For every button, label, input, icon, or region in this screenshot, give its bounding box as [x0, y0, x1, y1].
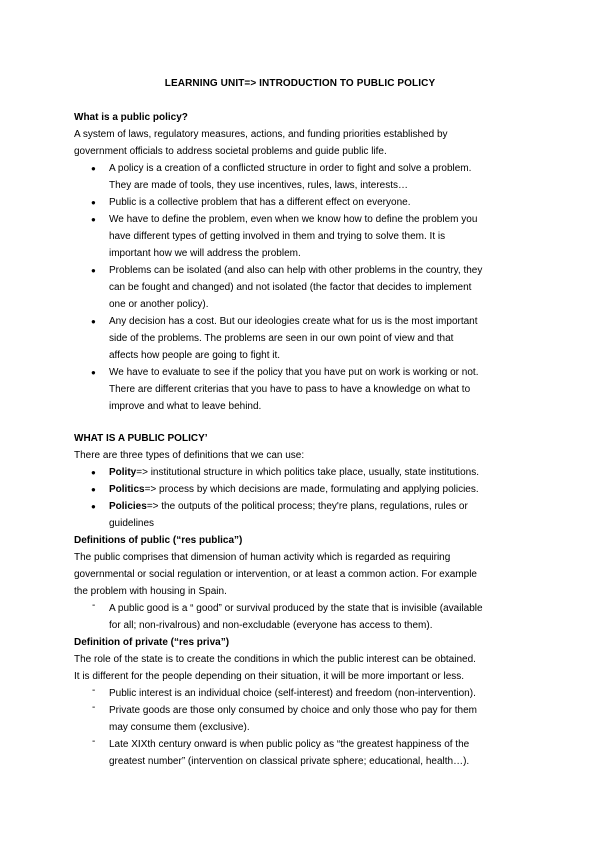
definition-text: => the outputs of the political process; they're plans, regulations, rules or: [146, 501, 468, 512]
list-item: We have to evaluate to see if the policy that you have put on work is working or not.: [109, 367, 479, 378]
paragraph-line: A system of laws, regulatory measures, actions, and funding priorities established by: [74, 129, 448, 140]
page-title: LEARNING UNIT=> INTRODUCTION TO PUBLIC POLICY: [164, 78, 436, 89]
definition-item-continued: guidelines: [109, 518, 155, 529]
paragraph-line: governmental or social regulation or intervention, or at least a common action. For example: [74, 569, 477, 580]
section-heading: WHAT IS A PUBLIC POLICY’: [74, 433, 208, 444]
bullet-icon: ●: [91, 468, 96, 477]
section-heading: What is a public policy?: [74, 112, 188, 123]
list-item: side of the problems. The problems are seen in our own point of view and that: [109, 333, 454, 344]
definition-text: => institutional structure in which politics take place, usually, state institutions.: [136, 467, 479, 478]
definition-text: => process by which decisions are made, formulating and applying policies.: [144, 484, 479, 495]
paragraph-line: government officials to address societal problems and guide public life.: [74, 146, 387, 157]
list-item: affects how people are going to fight it.: [109, 350, 281, 361]
list-item: A public good is a “ good” or survival produced by the state that is invisible (available: [109, 603, 483, 614]
list-item: have different types of getting involved in them and trying to solve them. It is: [109, 231, 446, 242]
definition-item: [109, 498, 529, 515]
dash-bullet-icon: -: [92, 600, 96, 611]
list-item: We have to define the problem, even when we know how to define the problem you: [109, 214, 478, 225]
bullet-icon: ●: [91, 502, 96, 511]
section-heading: Definitions of public (“res publica”): [74, 535, 243, 546]
bullet-icon: ●: [91, 368, 96, 377]
definition-item: [109, 481, 529, 498]
paragraph-line: It is different for the people depending on their situation, it will be more important or less.: [74, 671, 465, 682]
bullet-icon: ●: [91, 485, 96, 494]
dash-bullet-icon: -: [92, 736, 96, 747]
list-item: Public is a collective problem that has a different effect on everyone.: [109, 197, 411, 208]
list-item: A policy is a creation of a conflicted structure in order to fight and solve a problem.: [109, 163, 472, 174]
bullet-icon: ●: [91, 164, 96, 173]
list-item: may consume them (exclusive).: [109, 722, 250, 733]
paragraph-line: The public comprises that dimension of human activity which is regarded as requiring: [74, 552, 451, 563]
list-item: important how we will address the problem.: [109, 248, 301, 259]
list-item: improve and what to leave behind.: [109, 401, 262, 412]
paragraph-line: the problem with housing in Spain.: [74, 586, 227, 597]
dash-bullet-icon: -: [92, 685, 96, 696]
list-item: Private goods are those only consumed by choice and only those who pay for them: [109, 705, 477, 716]
section-heading: Definition of private (“res priva”): [74, 637, 230, 648]
paragraph-line: There are three types of definitions that we can use:: [74, 450, 305, 461]
list-item: one or another policy).: [109, 299, 209, 310]
list-item: Public interest is an individual choice (self-interest) and freedom (non-intervention).: [109, 688, 476, 699]
definition-item: [109, 464, 529, 481]
bullet-icon: ●: [91, 317, 96, 326]
paragraph-line: The role of the state is to create the conditions in which the public interest can be obtained.: [74, 654, 476, 665]
bullet-icon: ●: [91, 215, 96, 224]
list-item: Any decision has a cost. But our ideologies create what for us is the most important: [109, 316, 478, 327]
list-item: can be fought and changed) and not isolated (the factor that decides to implement: [109, 282, 472, 293]
list-item: They are made of tools, they use incentives, rules, laws, interests…: [109, 180, 409, 191]
list-item: Late XIXth century onward is when public policy as “the greatest happiness of the: [109, 739, 470, 750]
dash-bullet-icon: -: [92, 702, 96, 713]
definition-term: Policies: [109, 501, 147, 512]
definition-term: Polity: [109, 467, 137, 478]
list-item: greatest number” (intervention on classical private sphere; educational, health…).: [109, 756, 470, 767]
list-item: for all; non-rivalrous) and non-excludable (everyone has access to them).: [109, 620, 433, 631]
bullet-icon: ●: [91, 198, 96, 207]
list-item: Problems can be isolated (and also can help with other problems in the country, they: [109, 265, 483, 276]
list-item: There are different criterias that you have to pass to have a knowledge on what to: [109, 384, 471, 395]
definition-term: Politics: [109, 484, 145, 495]
bullet-icon: ●: [91, 266, 96, 275]
